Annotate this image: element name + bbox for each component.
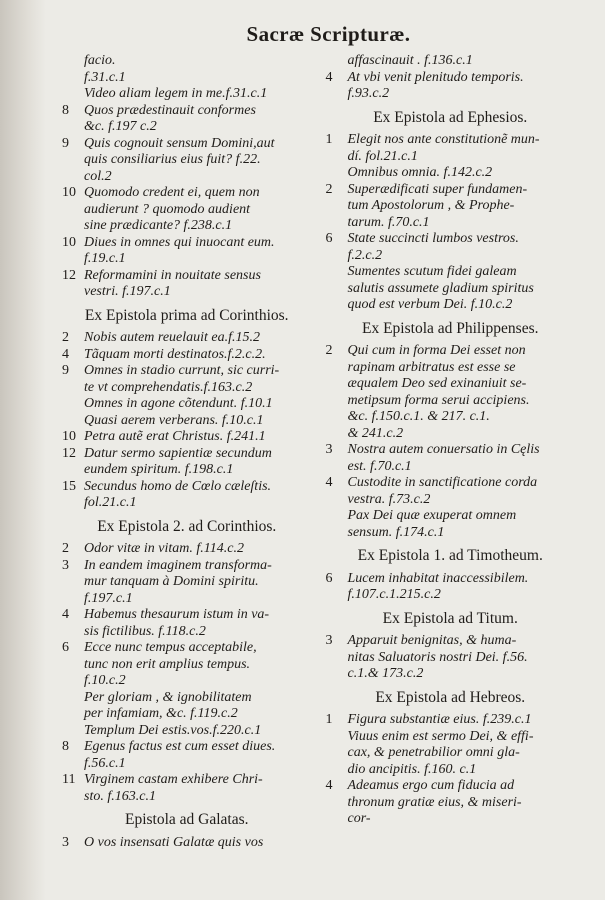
entry-line: Elegit nos ante constitutionẽ mun-	[347, 132, 540, 147]
verse-number	[326, 508, 348, 541]
verse-number	[326, 729, 348, 779]
verse-number: 3	[62, 834, 69, 850]
entry-text	[84, 607, 312, 640]
entry-line: c.1.& 173.c.2	[347, 666, 424, 681]
entry-line: cor-	[347, 811, 371, 826]
index-entry	[326, 778, 576, 828]
entry-line: affascinauit . f.136.c.1	[347, 53, 473, 68]
verse-number	[326, 53, 348, 70]
entry-line: Lucem inhabitat inaccessibilem.	[347, 570, 529, 586]
entry-line: Omnes in agone cõtendunt. f.10.1	[84, 396, 273, 411]
entry-text	[84, 739, 312, 772]
index-entry	[62, 446, 312, 479]
index-entry	[326, 571, 576, 604]
verse-number	[62, 690, 84, 723]
verse-number	[62, 86, 84, 103]
index-columns	[62, 53, 575, 851]
entry-line: quis consiliarius eius fuit? f.22.	[84, 152, 261, 167]
entry-text	[84, 103, 312, 136]
index-entry	[62, 723, 312, 740]
entry-line: At vbi venit plenitudo temporis.	[347, 69, 524, 85]
entry-text	[84, 86, 312, 103]
entry-line: Templum Dei estis.vos.f.220.c.1	[84, 722, 262, 738]
index-entry	[62, 739, 312, 772]
section-heading: Ex Epistola ad Philippenses.	[361, 319, 539, 337]
entry-line: In eandem imaginem transforma-	[84, 557, 272, 573]
entry-line: Quomodo credent ei, quem non	[84, 185, 260, 200]
verse-number: 3	[325, 633, 333, 648]
entry-text	[84, 185, 312, 235]
entry-text	[348, 264, 576, 314]
entry-line: vestra. f.73.c.2	[347, 491, 431, 507]
verse-number: 3	[325, 442, 333, 457]
entry-line: Nostra autem conuersatio in Cęlis	[347, 442, 540, 457]
entry-line: Adeamus ergo cum fiducia ad	[347, 778, 515, 793]
entry-line: fol.21.c.1	[84, 495, 137, 510]
entry-line: quod est verbum Dei. f.10.c.2	[347, 297, 513, 312]
index-entry	[62, 268, 312, 301]
index-entry	[326, 132, 576, 165]
entry-line: Superædificati super fundamen-	[347, 181, 528, 197]
verse-number: 11	[62, 772, 76, 787]
index-entry	[326, 70, 576, 103]
section-heading: Ex Epistola 1. ad Timotheum.	[357, 547, 543, 564]
entry-text	[84, 363, 312, 396]
index-entry	[62, 541, 312, 558]
section-heading: Ex Epistola 2. ad Corinthios.	[97, 517, 277, 535]
index-entry	[62, 558, 312, 608]
entry-line: Custodite in sanctificatione corda	[347, 475, 538, 490]
entry-text	[348, 132, 576, 165]
entry-line: dio ancipitis. f.160. c.1	[347, 761, 477, 777]
entry-text	[348, 729, 576, 779]
index-entry	[62, 235, 312, 268]
entry-line: Qui cum in forma Dei esset non	[347, 343, 526, 358]
index-entry	[326, 729, 576, 779]
entry-line: State succincti lumbos vestros.	[347, 231, 519, 246]
left-column	[62, 53, 312, 851]
entry-line: Figura substantiæ eius. f.239.c.1	[347, 712, 532, 727]
entry-line: Video aliam legem in me.f.31.c.1	[84, 86, 268, 101]
entry-line: Omnibus omnia. f.142.c.2	[347, 165, 493, 180]
entry-text	[84, 479, 312, 512]
entry-line: sine prædicante? f.238.c.1	[84, 218, 233, 233]
entry-text	[84, 541, 312, 558]
entry-line: sis fictilibus. f.118.c.2	[84, 623, 206, 639]
verse-number: 12	[62, 267, 76, 283]
entry-line: Quasi aerem verberans. f.10.c.1	[84, 412, 264, 428]
verse-number: 3	[62, 557, 69, 573]
entry-line: Virginem castam exhibere Chri-	[84, 772, 263, 787]
entry-text	[348, 53, 576, 70]
index-entry	[326, 231, 576, 264]
section-heading: Ex Epistola ad Hebreos.	[375, 688, 526, 706]
entry-line: f.31.c.1	[84, 69, 126, 85]
verse-number	[326, 264, 348, 314]
index-entry	[62, 413, 312, 430]
index-entry	[62, 640, 312, 690]
verse-number: 9	[62, 135, 69, 151]
section-heading: Ex Epistola ad Titum.	[382, 609, 518, 627]
right-column	[326, 53, 576, 851]
entry-line: per infamiam, &c. f.119.c.2	[84, 706, 238, 721]
entry-text	[348, 442, 576, 475]
verse-number: 10	[62, 429, 76, 444]
index-entry	[62, 136, 312, 186]
verse-number	[62, 723, 84, 740]
index-entry	[326, 182, 576, 232]
index-entry	[62, 185, 312, 235]
entry-line: vestri. f.197.c.1	[84, 284, 171, 299]
entry-text	[348, 231, 576, 264]
entry-line: audierunt ? quomodo audient	[84, 201, 251, 217]
index-entry	[62, 396, 312, 413]
index-entry	[62, 330, 312, 347]
entry-line: cax, & penetrabilior omni gla-	[347, 745, 520, 760]
entry-line: Egenus factus est cum esset diues.	[84, 739, 276, 754]
entry-line: Quos prædestinauit conformes	[84, 102, 256, 118]
entry-line: Ecce nunc tempus acceptabile,	[84, 640, 257, 655]
index-entry	[62, 86, 312, 103]
entry-line: tum Apostolorum , & Prophe-	[347, 198, 515, 213]
entry-line: sto. f.163.c.1	[84, 788, 156, 804]
index-entry	[326, 343, 576, 442]
entry-line: Sumentes scutum fidei galeam	[347, 264, 517, 279]
entry-text	[84, 429, 312, 446]
index-entry	[326, 264, 576, 314]
index-entry	[62, 363, 312, 396]
entry-text	[348, 182, 576, 232]
entry-text	[348, 165, 576, 182]
entry-line: rapinam arbitratus est esse se	[347, 359, 516, 375]
entry-line: thronum gratiæ eius, & miseri-	[347, 794, 522, 810]
index-entry	[62, 347, 312, 364]
index-entry	[62, 835, 312, 852]
entry-line: &c. f.150.c.1. & 217. c.1.	[347, 409, 490, 424]
entry-text	[348, 343, 576, 442]
entry-line: Omnes in stadio currunt, sic curri-	[84, 363, 280, 378]
entry-text	[84, 835, 312, 852]
verse-number: 8	[62, 739, 69, 754]
entry-line: Tãquam morti destinatos.f.2.c.2.	[84, 346, 266, 362]
index-entry	[326, 508, 576, 541]
entry-line: Datur sermo sapientiæ secundum	[84, 445, 272, 461]
entry-text	[348, 778, 576, 828]
entry-text	[84, 690, 312, 723]
entry-text	[348, 571, 576, 604]
entry-line: f.2.c.2	[347, 247, 383, 263]
verse-number: 4	[325, 475, 333, 490]
verse-number: 2	[325, 343, 333, 358]
entry-line: &c. f.197 c.2	[84, 119, 157, 134]
verse-number: 4	[62, 346, 69, 362]
entry-line: Odor vitæ in vitam. f.114.c.2	[84, 541, 244, 556]
verse-number: 10	[62, 234, 76, 250]
index-entry	[62, 690, 312, 723]
entry-line: eundem spiritum. f.198.c.1	[84, 462, 234, 477]
section-heading: Ex Epistola prima ad Corinthios.	[84, 306, 289, 324]
verse-number: 4	[325, 69, 333, 85]
entry-text	[348, 475, 576, 508]
entry-line: Diues in omnes qui inuocant eum.	[84, 234, 275, 250]
verse-number: 6	[62, 640, 69, 655]
entry-line: Pax Dei quæ exuperat omnem	[347, 508, 517, 523]
entry-text	[348, 70, 576, 103]
entry-text	[84, 446, 312, 479]
section-heading: Epistola ad Galatas.	[124, 811, 249, 828]
entry-line: O vos insensati Galatæ quis vos	[84, 834, 264, 850]
verse-number: 8	[62, 102, 69, 118]
entry-text	[84, 330, 312, 347]
entry-text	[84, 640, 312, 690]
entry-line: col.2	[84, 168, 112, 184]
entry-line: Apparuit benignitas, & huma-	[347, 633, 517, 648]
entry-text	[348, 508, 576, 541]
verse-number: 1	[325, 132, 333, 147]
verse-number: 6	[325, 570, 333, 586]
entry-line: salutis assumete gladium spiritus	[347, 280, 534, 296]
index-entry	[62, 429, 312, 446]
verse-number: 10	[62, 185, 76, 200]
verse-number: 9	[62, 363, 69, 378]
running-title: Sacræ Scripturæ.	[246, 22, 411, 46]
index-entry	[62, 103, 312, 136]
entry-line: f.19.c.1	[84, 251, 126, 266]
entry-line: te vt comprehendatis.f.163.c.2	[84, 379, 253, 395]
entry-line: Habemus thesaurum istum in va-	[84, 607, 270, 622]
verse-number: 12	[62, 445, 76, 461]
section-heading: Ex Epistola ad Ephesios.	[373, 108, 528, 126]
entry-line: æqualem Deo sed exinaniuit se-	[347, 376, 527, 391]
verse-number: 2	[325, 181, 333, 197]
entry-line: f.197.c.1	[84, 590, 133, 606]
entry-line: Petra autẽ erat Christus. f.241.1	[84, 429, 266, 444]
entry-line: sensum. f.174.c.1	[347, 524, 445, 540]
entry-text	[84, 53, 312, 86]
entry-line: est. f.70.c.1	[347, 458, 412, 474]
entry-line: Quis cognouit sensum Domini,aut	[84, 135, 275, 151]
verse-number	[62, 53, 84, 86]
verse-number: 15	[62, 478, 76, 494]
entry-text	[84, 772, 312, 805]
entry-line: mur tanquam à Domini spiritu.	[84, 574, 259, 589]
entry-line: f.107.c.1.215.c.2	[347, 587, 441, 602]
entry-line: Reformamini in nouitate sensus	[84, 267, 261, 283]
entry-line: f.56.c.1	[84, 755, 126, 771]
index-entry	[326, 475, 576, 508]
verse-number	[326, 165, 348, 182]
index-entry	[62, 772, 312, 805]
verse-number: 4	[62, 607, 69, 622]
entry-text	[348, 712, 576, 729]
entry-line: metipsum forma serui accipiens.	[347, 392, 530, 408]
entry-text	[84, 136, 312, 186]
entry-line: f.10.c.2	[84, 673, 126, 688]
entry-line: Viuus enim est sermo Dei, & effi-	[347, 728, 534, 744]
entry-line: dí. fol.21.c.1	[347, 148, 418, 164]
verse-number: 2	[62, 541, 69, 556]
index-entry	[62, 607, 312, 640]
entry-line: tunc non erit amplius tempus.	[84, 656, 251, 672]
index-entry	[326, 712, 576, 729]
index-entry	[62, 479, 312, 512]
verse-number: 2	[62, 330, 69, 345]
entry-text	[348, 633, 576, 683]
index-entry	[326, 442, 576, 475]
verse-number: 6	[325, 231, 333, 246]
entry-line: nitas Saluatoris nostri Dei. f.56.	[347, 649, 528, 665]
verse-number: 1	[325, 712, 333, 727]
entry-line: facio.	[84, 53, 116, 68]
entry-line: Nobis autem reuelauit ea.f.15.2	[84, 330, 261, 345]
verse-number	[62, 413, 84, 430]
verse-number: 4	[325, 778, 333, 793]
entry-text	[84, 396, 312, 413]
verse-number	[62, 396, 84, 413]
entry-line: f.93.c.2	[347, 86, 390, 101]
index-entry	[326, 53, 576, 70]
entry-text	[84, 723, 312, 740]
index-entry	[326, 633, 576, 683]
entry-line: Secundus homo de Cœlo cæleſtis.	[84, 478, 272, 494]
entry-line: Per gloriam , & ignobilitatem	[84, 689, 252, 705]
entry-text	[84, 235, 312, 268]
entry-text	[84, 268, 312, 301]
entry-text	[84, 558, 312, 608]
entry-text	[84, 413, 312, 430]
entry-line: & 241.c.2	[347, 425, 404, 441]
index-entry	[326, 165, 576, 182]
entry-text	[84, 347, 312, 364]
index-entry	[62, 53, 312, 86]
entry-line: tarum. f.70.c.1	[347, 214, 430, 230]
